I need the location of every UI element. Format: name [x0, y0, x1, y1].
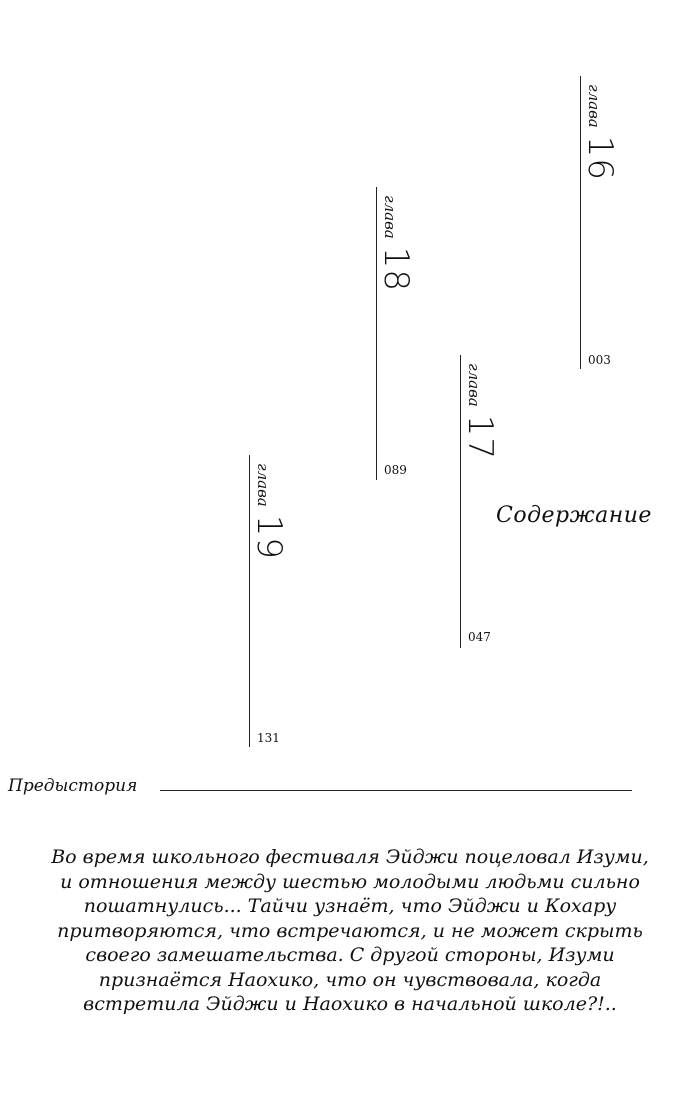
chapter-number: 18	[376, 246, 416, 293]
synopsis-line: притворяются, что встречаются, и не может скрыть	[57, 919, 643, 942]
synopsis-line: и отношения между шестью молодыми людьми сильно	[60, 870, 640, 893]
chapter-word: глава	[585, 84, 603, 128]
synopsis-line: встретила Эйджи и Наохико в начальной школе?!..	[83, 993, 617, 1015]
synopsis-line: признаётся Наохико, что он чувствовала, когда	[98, 968, 602, 991]
chapter-number: 19	[249, 514, 289, 561]
contents-title: Содержание	[496, 503, 652, 528]
prologue-label: Предыстория	[8, 776, 138, 796]
chapter-word: глава	[254, 463, 272, 507]
chapter-word: глава	[381, 195, 399, 239]
chapter-number: 16	[580, 135, 620, 182]
chapter-word: глава	[465, 363, 483, 407]
chapter-page-number: 047	[468, 630, 491, 644]
chapter-page-number: 003	[588, 353, 611, 367]
chapter-page-number: 131	[257, 731, 280, 745]
synopsis-line: Во время школьного фестиваля Эйджи поцеловал Изуми,	[51, 846, 649, 868]
synopsis-text	[40, 845, 660, 1017]
synopsis-line: своего замешательства. С другой стороны, Изуми	[85, 944, 615, 966]
chapter-number: 17	[460, 414, 500, 461]
chapter-page-number: 089	[384, 463, 407, 477]
synopsis-line: пошатнулись... Тайчи узнаёт, что Эйджи и Кохару	[83, 895, 617, 917]
prologue-divider	[160, 790, 632, 791]
